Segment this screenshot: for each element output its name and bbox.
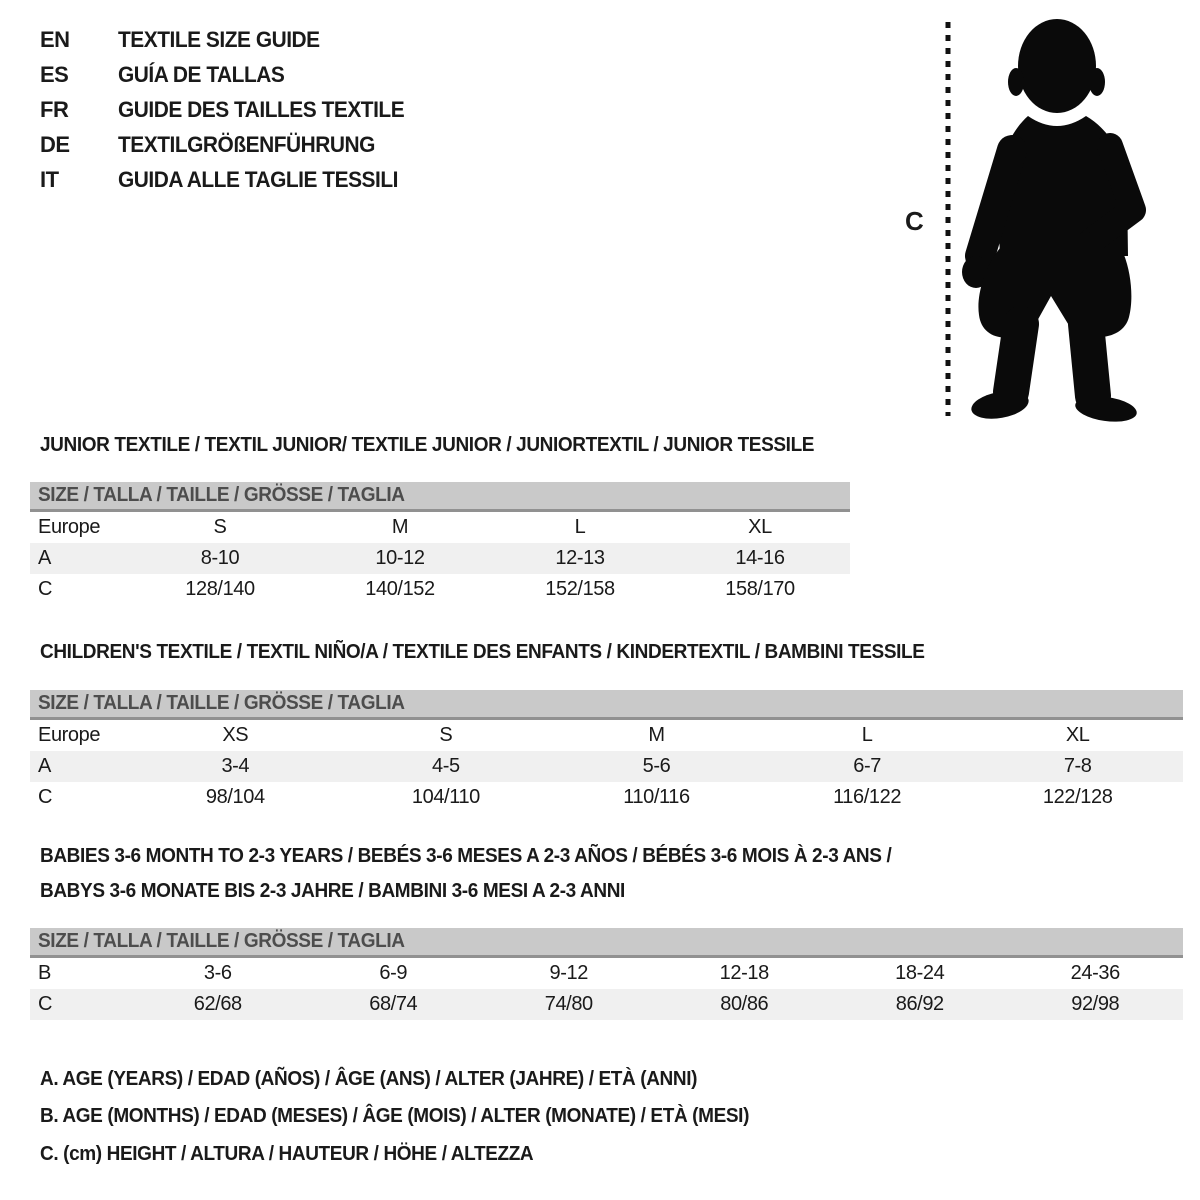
height-value: 116/122 xyxy=(833,786,902,808)
language-title-block xyxy=(40,22,419,197)
height-value: 68/74 xyxy=(369,993,418,1015)
lang-label-en: TEXTILE SIZE GUIDE xyxy=(118,26,320,52)
lang-row-fr xyxy=(40,92,419,127)
row-label: C xyxy=(38,578,53,600)
babies-section-title-line2: BABYS 3-6 MONATE BIS 2-3 JAHRE / BAMBINI 3-6 MESI A 2-3 ANNI xyxy=(40,880,625,902)
children-size-table xyxy=(30,690,1183,813)
lang-row-de xyxy=(40,127,419,162)
height-measure-label: C xyxy=(905,206,924,236)
row-label: A xyxy=(38,547,51,569)
size-col-header: L xyxy=(861,724,873,746)
region-label: Europe xyxy=(38,516,101,538)
lang-label-es: GUÍA DE TALLAS xyxy=(118,61,285,87)
height-value: 86/92 xyxy=(895,993,944,1015)
height-value: 104/110 xyxy=(411,786,480,808)
height-value: 158/170 xyxy=(725,578,795,600)
legend-line-b: B. AGE (MONTHS) / EDAD (MESES) / ÂGE (MOIS) / ALTER (MONATE) / ETÀ (MESI) xyxy=(40,1105,750,1127)
row-label: C xyxy=(38,786,53,808)
babies-months-row xyxy=(30,958,1183,989)
junior-height-row xyxy=(30,574,850,605)
height-value: 80/86 xyxy=(720,993,769,1015)
size-col-header: XL xyxy=(1065,724,1090,746)
toddler-silhouette-icon xyxy=(962,19,1138,425)
months-value: 3-6 xyxy=(203,962,232,984)
size-col-header: XS xyxy=(222,724,249,746)
age-value: 8-10 xyxy=(200,547,240,569)
months-value: 9-12 xyxy=(549,962,588,984)
age-value: 3-4 xyxy=(221,755,250,777)
babies-height-row xyxy=(30,989,1183,1020)
age-value: 7-8 xyxy=(1063,755,1092,777)
row-label: B xyxy=(38,962,51,984)
junior-size-bar-label: SIZE / TALLA / TAILLE / GRÖSSE / TAGLIA xyxy=(38,484,405,506)
age-value: 4-5 xyxy=(432,755,460,777)
lang-code-es: ES xyxy=(40,61,69,87)
lang-code-fr: FR xyxy=(40,96,69,122)
legend-line-c: C. (cm) HEIGHT / ALTURA / HAUTEUR / HÖHE / ALTEZZA xyxy=(40,1143,534,1165)
months-value: 18-24 xyxy=(895,962,945,984)
children-header-row xyxy=(30,720,1183,751)
age-value: 5-6 xyxy=(642,755,671,777)
junior-section-title: JUNIOR TEXTILE / TEXTIL JUNIOR/ TEXTILE JUNIOR / JUNIORTEXTIL / JUNIOR TESSILE xyxy=(40,434,815,456)
height-value: 152/158 xyxy=(545,578,615,600)
row-label: C xyxy=(38,993,53,1015)
lang-label-fr: GUIDE DES TAILLES TEXTILE xyxy=(118,96,405,122)
lang-row-es xyxy=(40,57,419,92)
size-col-header: L xyxy=(574,516,586,538)
legend-line-a: A. AGE (YEARS) / EDAD (AÑOS) / ÂGE (ANS) / ALTER (JAHRE) / ETÀ (ANNI) xyxy=(40,1068,698,1090)
lang-code-de: DE xyxy=(40,131,70,157)
children-size-bar-label: SIZE / TALLA / TAILLE / GRÖSSE / TAGLIA xyxy=(38,692,405,714)
height-value: 92/98 xyxy=(1071,993,1120,1015)
babies-size-table xyxy=(30,928,1183,1020)
size-col-header: M xyxy=(391,516,409,538)
height-value: 62/68 xyxy=(193,993,242,1015)
children-age-row xyxy=(30,751,1183,782)
junior-header-row xyxy=(30,512,850,543)
babies-section-title-line1: BABIES 3-6 MONTH TO 2-3 YEARS / BEBÉS 3-6 MESES A 2-3 AÑOS / BÉBÉS 3-6 MOIS À 2-3 ANS / xyxy=(40,845,892,867)
height-value: 140/152 xyxy=(365,578,435,600)
lang-row-it xyxy=(40,162,419,197)
height-value: 98/104 xyxy=(205,786,265,808)
height-value: 128/140 xyxy=(185,578,255,600)
age-value: 14-16 xyxy=(735,547,785,569)
size-col-header: S xyxy=(439,724,453,746)
babies-size-bar-label: SIZE / TALLA / TAILLE / GRÖSSE / TAGLIA xyxy=(38,930,405,952)
lang-label-it: GUIDA ALLE TAGLIE TESSILI xyxy=(118,166,398,192)
months-value: 6-9 xyxy=(379,962,408,984)
children-height-row xyxy=(30,782,1183,813)
lang-label-de: TEXTILGRÖßENFÜHRUNG xyxy=(118,131,375,157)
height-value: 74/80 xyxy=(544,993,593,1015)
age-value: 6-7 xyxy=(853,755,881,777)
age-value: 10-12 xyxy=(375,547,425,569)
height-value: 122/128 xyxy=(1042,786,1113,808)
junior-size-bar xyxy=(30,482,850,512)
region-label: Europe xyxy=(38,724,101,746)
children-size-bar xyxy=(30,690,1183,720)
lang-code-en: EN xyxy=(40,26,70,52)
height-value: 110/116 xyxy=(623,786,690,808)
size-col-header: XL xyxy=(748,516,772,538)
babies-size-bar xyxy=(30,928,1183,958)
months-value: 24-36 xyxy=(1070,962,1120,984)
junior-size-table xyxy=(30,482,850,605)
age-value: 12-13 xyxy=(555,547,605,569)
toddler-figure xyxy=(900,14,1150,426)
size-col-header: S xyxy=(213,516,227,538)
children-section-title: CHILDREN'S TEXTILE / TEXTIL NIÑO/A / TEXTILE DES ENFANTS / KINDERTEXTIL / BAMBINI TESSILE xyxy=(40,641,925,663)
size-col-header: M xyxy=(648,724,665,746)
junior-age-row xyxy=(30,543,850,574)
months-value: 12-18 xyxy=(719,962,769,984)
lang-row-en xyxy=(40,22,419,57)
lang-code-it: IT xyxy=(40,166,59,192)
row-label: A xyxy=(38,755,51,777)
